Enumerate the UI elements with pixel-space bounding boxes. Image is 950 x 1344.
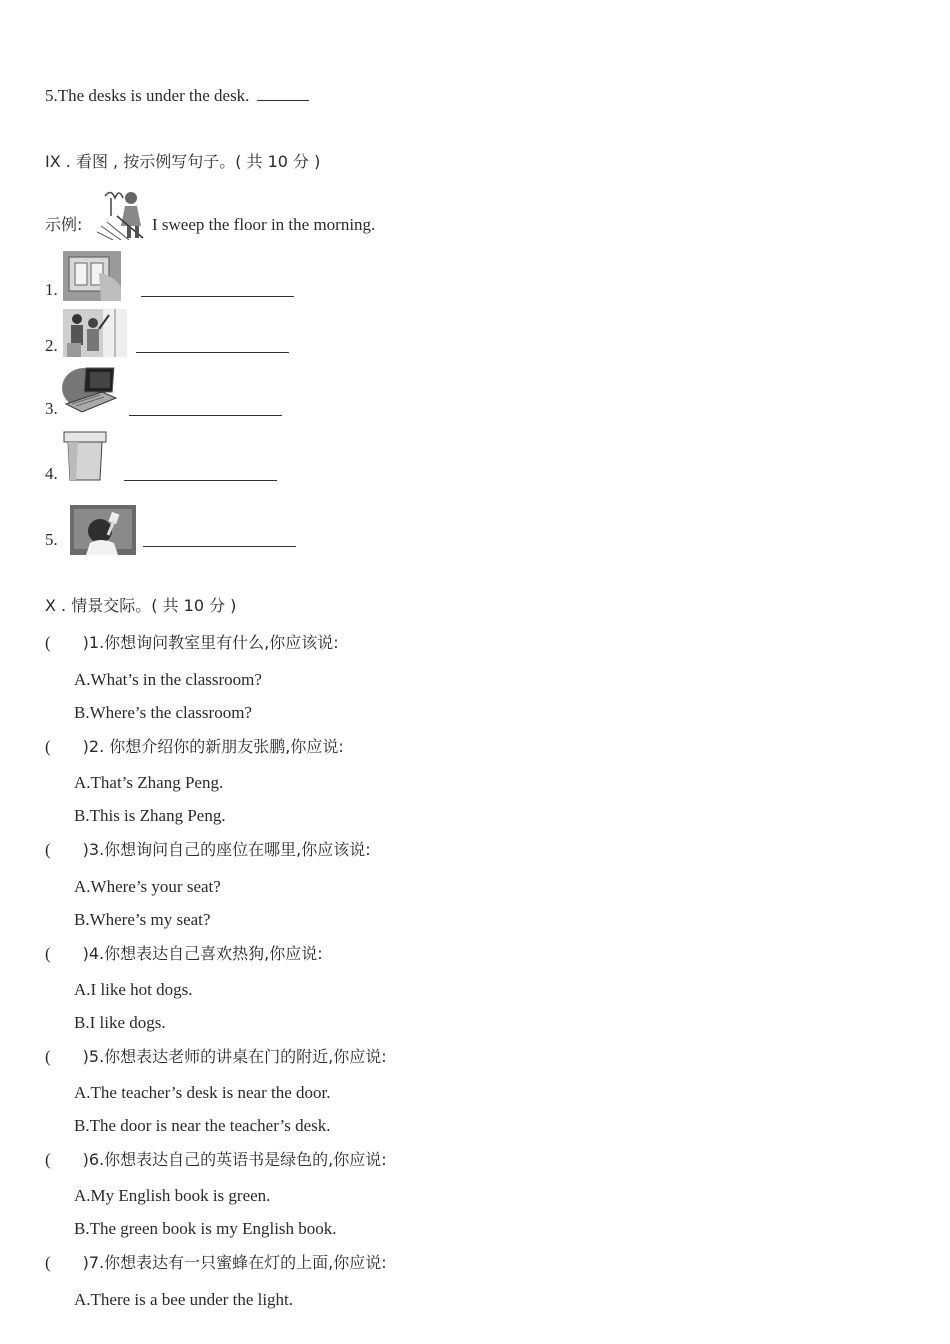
question-1-option-b: B.Where’s the classroom? [74, 703, 252, 722]
laptop-icon [62, 366, 118, 418]
question-3-prompt: )3.你想询问自己的座位在哪里,你应该说: [82, 840, 371, 859]
section-9-title: IX . 看图 , 按示例写句子。( 共 10 分 ) [45, 152, 321, 171]
question-2-row [45, 737, 344, 757]
question-5-prompt: )5.你想表达老师的讲桌在门的附近,你应说: [82, 1047, 387, 1066]
question-1-paren: ( [45, 633, 51, 652]
question-5-option-b: B.The door is near the teacher’s desk. [74, 1116, 331, 1135]
item-2-answer-blank[interactable] [136, 352, 289, 353]
example-sentence: I sweep the floor in the morning. [152, 215, 376, 234]
item-1-answer-blank[interactable] [141, 296, 294, 297]
question-6-row [45, 1150, 387, 1170]
question-5-text: 5.The desks is under the desk. [45, 86, 250, 105]
example-label: 示例: [45, 215, 83, 234]
question-6-option-a: A.My English book is green. [74, 1186, 271, 1205]
question-3-option-b: B.Where’s my seat? [74, 910, 211, 929]
question-5-paren: ( [45, 1047, 51, 1066]
sweeping-girl-icon [97, 186, 149, 240]
question-2-option-a: A.That’s Zhang Peng. [74, 773, 224, 792]
question-4-prompt: )4.你想表达自己喜欢热狗,你应说: [82, 944, 323, 963]
question-2-option-b: B.This is Zhang Peng. [74, 806, 226, 825]
question-1-prompt: )1.你想询问教室里有什么,你应该说: [82, 633, 339, 652]
light-switch-icon [63, 251, 121, 301]
item-4-answer-blank[interactable] [124, 480, 277, 481]
question-5-option-a: A.The teacher’s desk is near the door. [74, 1083, 331, 1102]
item-4-number: 4. [45, 464, 58, 483]
item-3-number: 3. [45, 399, 58, 418]
question-7-option-a: A.There is a bee under the light. [74, 1290, 294, 1309]
question-2-paren: ( [45, 737, 51, 756]
question-6-paren: ( [45, 1150, 51, 1169]
question-4-option-a: A.I like hot dogs. [74, 980, 193, 999]
students-cleaning-icon [63, 309, 127, 357]
question-5-row [45, 1047, 387, 1067]
question-6-option-b: B.The green book is my English book. [74, 1219, 337, 1238]
question-7-paren: ( [45, 1253, 51, 1272]
cleaning-blackboard-icon [70, 505, 136, 555]
item-2-number: 2. [45, 336, 58, 355]
item-5-number: 5. [45, 530, 58, 549]
question-3-row [45, 840, 371, 860]
question-3-option-a: A.Where’s your seat? [74, 877, 221, 896]
trash-bin-icon [62, 430, 108, 482]
section-10-title: X . 情景交际。( 共 10 分 ) [45, 596, 237, 615]
question-7-row [45, 1253, 387, 1273]
question-1-row [45, 633, 339, 653]
item-5-answer-blank[interactable] [143, 546, 296, 547]
question-4-option-b: B.I like dogs. [74, 1013, 166, 1032]
question-2-prompt: )2. 你想介绍你的新朋友张鹏,你应说: [82, 737, 344, 756]
question-4-row [45, 944, 323, 964]
question-3-paren: ( [45, 840, 51, 859]
example-line [45, 215, 82, 235]
question-5-line [45, 86, 309, 106]
question-7-prompt: )7.你想表达有一只蜜蜂在灯的上面,你应说: [82, 1253, 387, 1272]
question-6-prompt: )6.你想表达自己的英语书是绿色的,你应说: [82, 1150, 387, 1169]
answer-blank[interactable] [257, 86, 309, 101]
item-3-answer-blank[interactable] [129, 415, 282, 416]
item-1-number: 1. [45, 280, 58, 299]
question-1-option-a: A.What’s in the classroom? [74, 670, 262, 689]
question-4-paren: ( [45, 944, 51, 963]
